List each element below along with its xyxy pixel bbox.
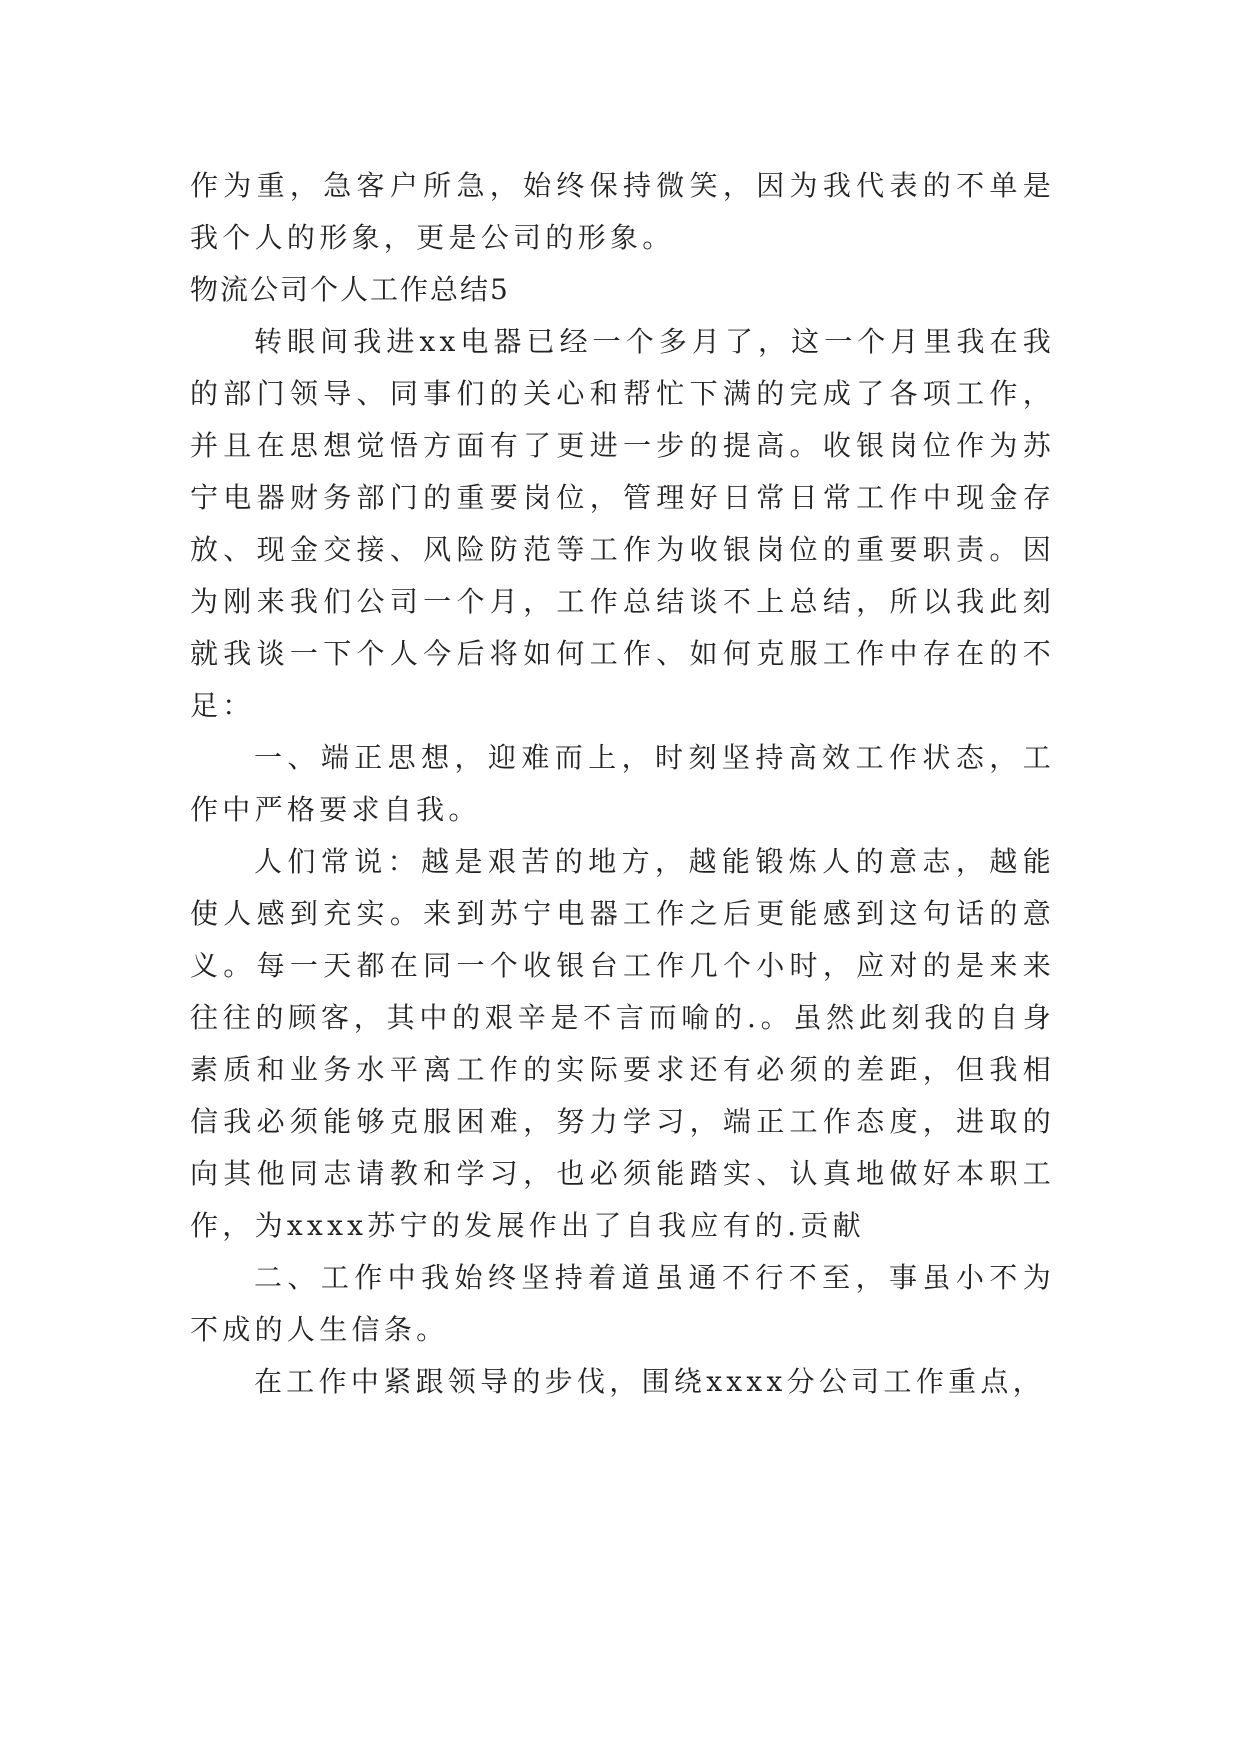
paragraph-point-two: 二、工作中我始终坚持着道虽通不行不至，事虽小不为不成的人生信条。 xyxy=(190,1261,1055,1346)
paragraph-intro: 转眼间我进xx电器已经一个多月了，这一个月里我在我的部门领导、同事们的关心和帮忙下满的完成了各项工作，并且在思想觉悟方面有了更进一步的提高。收银岗位作为苏宁电器财务部门的重要岗位，管理好日常日常工作中现金存放、现金交接、风险防范等工作为收银岗位的重要职责。因为刚来我们公司一个月，工作总结谈不上总结，所以我此刻就我谈一下个人今后将如何工作、如何克服工作中存在的不足： xyxy=(190,325,1055,722)
paragraph-continuation: 作为重，急客户所急，始终保持微笑，因为我代表的不单是我个人的形象，更是公司的形象。 xyxy=(190,169,1055,254)
document-body xyxy=(190,160,1055,1408)
paragraph-point-one: 一、端正思想，迎难而上，时刻坚持高效工作状态，工作中严格要求自我。 xyxy=(190,741,1055,826)
paragraph-closing: 在工作中紧跟领导的步伐，围绕xxxx分公司工作重点， xyxy=(254,1365,1045,1398)
paragraph-saying: 人们常说：越是艰苦的地方，越能锻炼人的意志，越能使人感到充实。来到苏宁电器工作之后更能感到这句话的意义。每一天都在同一个收银台工作几个小时，应对的是来来往往的顾客，其中的艰辛是不言而喻的.。虽然此刻我的自身素质和业务水平离工作的实际要求还有必须的差距，但我相信我必须能够克服困难，努力学习，端正工作态度，进取的向其他同志请教和学习，也必须能踏实、认真地做好本职工作，为xxxx苏宁的发展作出了自我应有的.贡献 xyxy=(190,845,1055,1242)
section-heading: 物流公司个人工作总结5 xyxy=(190,273,510,306)
